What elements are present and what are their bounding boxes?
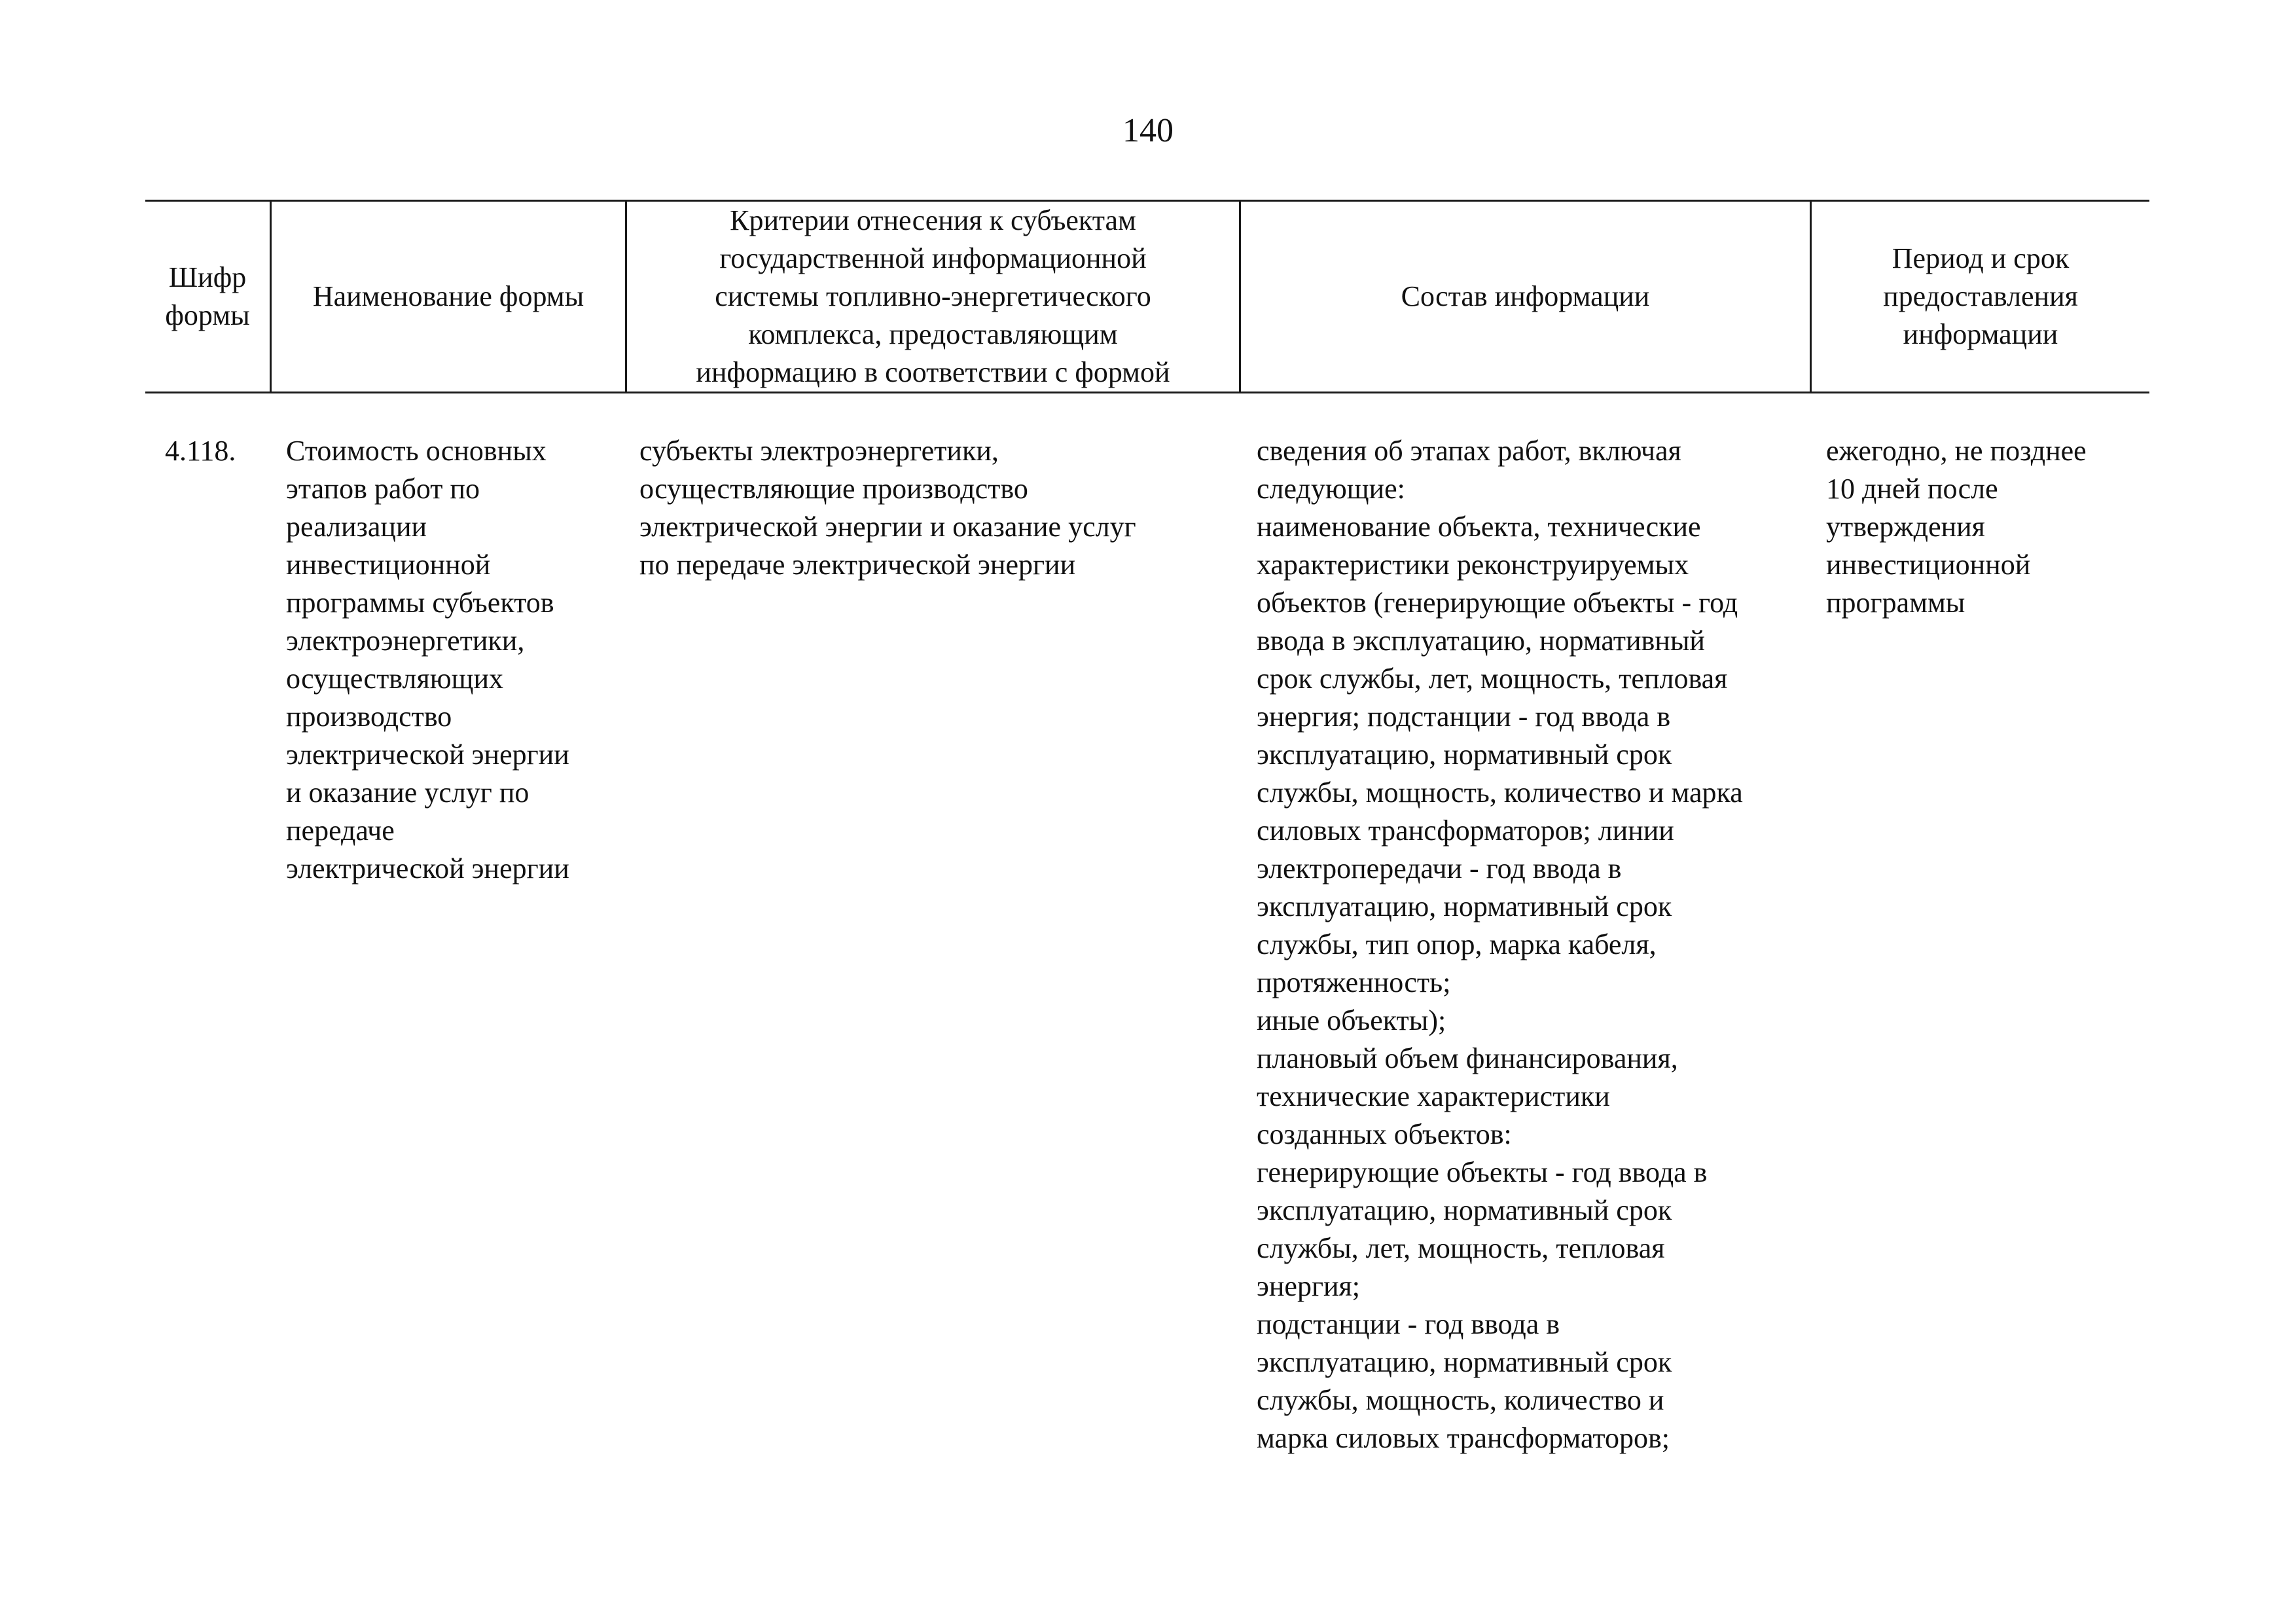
header-code: Шифр формы xyxy=(165,261,250,331)
header-period: Период и срок предоставления информации xyxy=(1883,242,2078,350)
table-header-bottom-rule xyxy=(145,392,2149,393)
row-form-name: Стоимость основных этапов работ по реализации инвестиционной программы субъектов электроэнергетики, осуществляющих производство электрической энергии и оказание услуг по передаче электрической энергии xyxy=(286,435,569,884)
header-form-name: Наименование формы xyxy=(312,280,584,312)
row-content: сведения об этапах работ, включая следующие: наименование объекта, технические характеристики реконструируемых объектов (генерирующие объекты - год ввода в эксплуатацию, нормативный срок службы, лет, мощность, тепловая энергия; подстанции - год ввода в эксплуатацию, нормативный срок службы, мощность, количество и марка силовых трансформаторов; линии электропередачи - год ввода в эксплуатацию, нормативный срок службы, тип опор, марка кабеля, протяженность; иные объекты); плановый объем финансирования, технические характеристики созданных объектов: генерирующие объекты - год ввода в эксплуатацию, нормативный срок службы, лет, мощность, тепловая энергия; подстанции - год ввода в эксплуатацию, нормативный срок службы, мощность, количество и марка силовых трансформаторов; xyxy=(1257,435,1743,1454)
row-period: ежегодно, не позднее 10 дней после утверждения инвестиционной программы xyxy=(1826,435,2087,619)
header-content: Состав информации xyxy=(1401,280,1650,312)
header-criteria: Критерии отнесения к субъектам государственной информационной системы топливно-энергетического комплекса, предоставляющим информацию в соответствии с формой xyxy=(696,204,1170,388)
row-code: 4.118. xyxy=(165,435,236,467)
row-criteria: субъекты электроэнергетики, осуществляющие производство электрической энергии и оказание услуг по передаче электрической энергии xyxy=(639,435,1136,581)
page-number: 140 xyxy=(1122,112,1174,149)
